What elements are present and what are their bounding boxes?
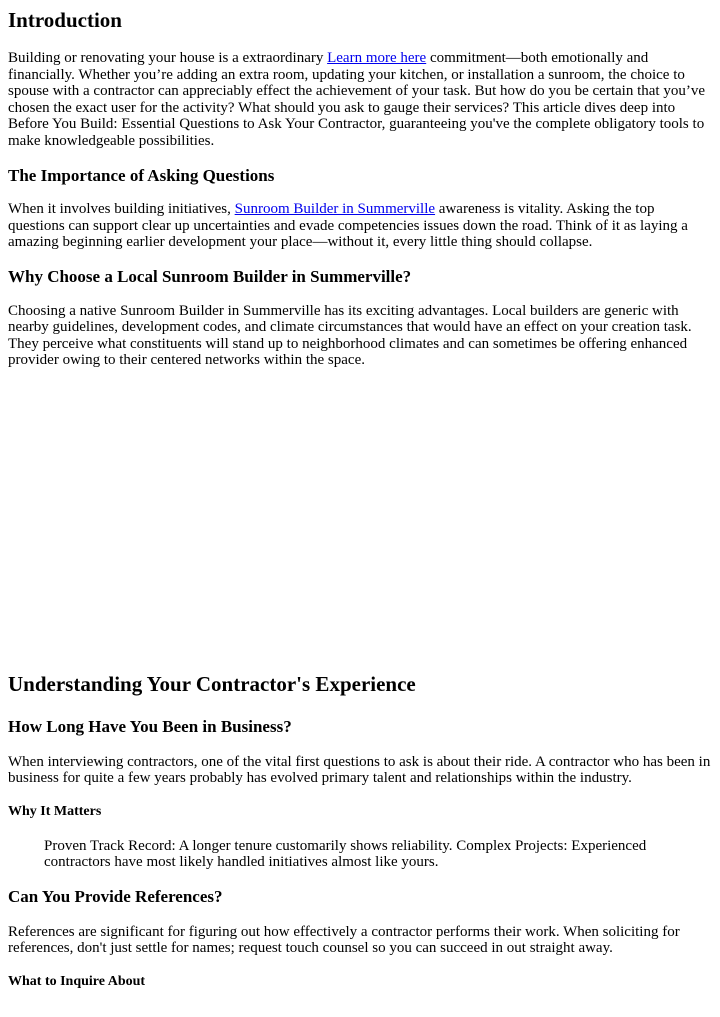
intro-text-after-link: commitment—both emotionally and financially. Whether you’re adding an extra room, updating your kitchen, or installation a sunroom, the choice to spouse with a contractor can appreciably effect the achievement of your task. But how do you be certain that you’ve chosen the exact user for the activity? What should you ask to gauge their services? This article dives deep into Before You Build: Essential Questions to Ask Your Contractor, guaranteeing you've the complete obligatory tools to make knowledgeable possibilities. — [8, 50, 705, 149]
learn-more-link[interactable]: Learn more here — [327, 50, 427, 66]
importance-heading: The Importance of Asking Questions — [8, 166, 275, 185]
references-heading: Can You Provide References? — [8, 886, 223, 906]
intro-text-before-link: Building or renovating your house is a extraordinary — [8, 50, 328, 66]
local-builder-paragraph: Choosing a native Sunroom Builder in Summerville has its exciting advantages. Local builders are generic with nearby guidelines, development codes, and climate circumstances that would have an effect on your creation task. They perceive what constituents will stand up to neighborhood climates and can sometimes be offering enhanced provider owing to their centered networks within the space. — [8, 302, 692, 368]
what-to-inquire-heading: What to Inquire About — [8, 973, 146, 989]
how-long-paragraph: When interviewing contractors, one of the vital first questions to ask is about their ride. A contractor who has been in business for quite a few years probably has evolved primary talent and relationships within the industry. — [8, 753, 711, 786]
local-builder-heading: Why Choose a Local Sunroom Builder in Summerville? — [8, 266, 412, 286]
importance-paragraph — [8, 201, 712, 251]
references-paragraph: References are significant for figuring out how effectively a contractor performs their work. When soliciting for references, don't just settle for names; request touch counsel so you can succeed in out straight away. — [8, 923, 680, 956]
importance-text-after-link: awareness is vitality. Asking the top questions can support clear up uncertainties and evade competencies issues down the road. Think of it as laying a amazing beginning earlier development your place—without it, every little thing should collapse. — [8, 201, 688, 250]
experience-heading: Understanding Your Contractor's Experience — [8, 671, 416, 696]
importance-text-before-link: When it involves building initiatives, — [8, 201, 235, 217]
introduction-heading: Introduction — [8, 8, 122, 32]
how-long-heading: How Long Have You Been in Business? — [8, 716, 292, 736]
why-it-matters-heading: Why It Matters — [8, 803, 102, 819]
blank-space — [8, 369, 712, 672]
why-it-matters-blockquote: Proven Track Record: A longer tenure customarily shows reliability. Complex Projects: Experienced contractors have most likely handled initiatives almost like yours. — [44, 837, 647, 870]
sunroom-builder-link[interactable]: Sunroom Builder in Summerville — [234, 201, 436, 217]
introduction-paragraph — [8, 50, 712, 149]
